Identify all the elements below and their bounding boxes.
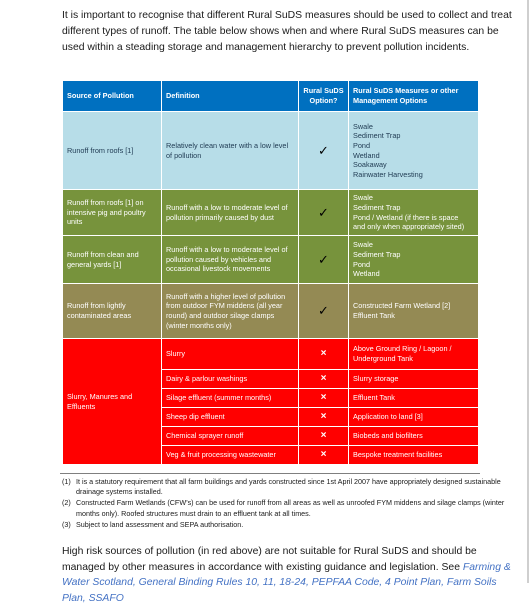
intro-text: It is important to recognise that different Rural SuDS measures should be used to collect and treat different types of runoff. The table below shows when and where Rural SuDS measures can be used within a steading storage and management hierarchy to prevent pollution incidents. xyxy=(62,10,512,53)
definition-cell: Runoff with a low to moderate level of pollution caused by vehicles and occasional livestock movements xyxy=(162,236,299,284)
definition-cell: Dairy & parlour washings xyxy=(162,370,299,389)
measures-cell xyxy=(349,236,479,284)
footnotes xyxy=(62,477,517,531)
measure-item: Pond / Wetland (if there is space xyxy=(353,212,459,222)
cross-mark: × xyxy=(299,370,349,389)
header-measures: Rural SuDS Measures or other Management Options xyxy=(349,81,479,112)
notes-divider xyxy=(60,473,480,474)
table-row xyxy=(63,190,479,236)
footnote-text: Constructed Farm Wetlands (CFW’s) can be used for runoff from all areas as well as unroofed FYM middens and silage clamps (winter months only). Roofed structures must drain to an effluent tank at all times. xyxy=(76,498,505,518)
footnote-text: It is a statutory requirement that all farm buildings and yards constructed since 1st April 2007 have appropriately designed sustainable drainage systems installed. xyxy=(76,477,501,497)
rural-suds-table xyxy=(62,80,479,465)
measures-cell xyxy=(349,284,479,339)
cross-mark: × xyxy=(299,446,349,465)
measure-item: Wetland xyxy=(353,269,380,279)
source-cell: Runoff from lightly contaminated areas xyxy=(63,284,162,339)
footnote xyxy=(62,520,517,530)
tick-mark: ✓ xyxy=(299,284,349,339)
source-cell: Runoff from roofs [1] xyxy=(63,112,162,190)
measure-item: Sediment Trap xyxy=(353,202,401,212)
measure-item: Rainwater Harvesting xyxy=(353,169,423,179)
cross-mark: × xyxy=(299,408,349,427)
measures-cell xyxy=(349,112,479,190)
footnote-number: (2) xyxy=(62,498,71,508)
measures-cell xyxy=(349,190,479,236)
table-row xyxy=(63,112,479,190)
measures-cell: Effluent Tank xyxy=(349,389,479,408)
header-option: Rural SuDS Option? xyxy=(299,81,349,112)
definition-cell: Slurry xyxy=(162,339,299,370)
definition-cell: Silage effluent (summer months) xyxy=(162,389,299,408)
footnote-number: (1) xyxy=(62,477,71,486)
cross-mark: × xyxy=(299,339,349,370)
measure-item: Sediment Trap xyxy=(353,249,401,259)
cross-mark: × xyxy=(299,389,349,408)
footnote-text: Subject to land assessment and SEPA authorisation. xyxy=(76,519,244,529)
measure-item: and only when appropriately sited) xyxy=(353,222,465,232)
measures-cell: Slurry storage xyxy=(349,370,479,389)
measure-item: Sediment Trap xyxy=(353,131,401,141)
guidance-references-link[interactable]: Farming & Water Scotland, General Binding Rules 10, 11, 18-24, PEPFAA Code, 4 Point Plan, Farm Soils Plan, SSAFO xyxy=(62,561,511,604)
footnote xyxy=(62,477,517,497)
measure-item: Soakaway xyxy=(353,160,387,170)
definition-cell: Veg & fruit processing wastewater xyxy=(162,446,299,465)
table-header-row xyxy=(63,81,479,112)
measures-cell: Biobeds and biofilters xyxy=(349,427,479,446)
definition-cell: Chemical sprayer runoff xyxy=(162,427,299,446)
definition-cell: Relatively clean water with a low level of pollution xyxy=(162,112,299,190)
measure-item: Effluent Tank xyxy=(353,311,395,320)
source-cell: Runoff from roofs [1] on intensive pig and poultry units xyxy=(63,190,162,236)
measure-item: Swale xyxy=(353,121,373,131)
intro-paragraph xyxy=(62,8,517,56)
definition-cell: Sheep dip effluent xyxy=(162,408,299,427)
definition-cell: Runoff with a higher level of pollution from outdoor FYM middens (all year round) and outdoor silage clamps (winter months only) xyxy=(162,284,299,339)
header-source: Source of Pollution xyxy=(63,81,162,112)
source-cell: Slurry, Manures and Effluents xyxy=(63,339,162,465)
table-row xyxy=(63,339,479,370)
footnote xyxy=(62,498,517,518)
closing-paragraph xyxy=(62,544,517,606)
measure-item: Swale xyxy=(353,240,373,250)
measure-item: Constructed Farm Wetland [2] xyxy=(353,301,451,311)
measure-item: Pond xyxy=(353,140,371,150)
tick-mark: ✓ xyxy=(299,190,349,236)
footnote-number: (3) xyxy=(62,519,71,529)
source-cell: Runoff from clean and general yards [1] xyxy=(63,236,162,284)
measures-cell: Application to land [3] xyxy=(349,408,479,427)
tick-mark: ✓ xyxy=(299,236,349,284)
measure-item: Wetland xyxy=(353,150,380,160)
definition-cell: Runoff with a low to moderate level of pollution primarily caused by dust xyxy=(162,190,299,236)
closing-text: High risk sources of pollution (in red above) are not suitable for Rural SuDS and should be managed by other measures in accordance with existing guidance and legislation. See xyxy=(62,546,477,573)
table-row xyxy=(63,236,479,284)
tick-mark: ✓ xyxy=(299,112,349,190)
measure-item: Swale xyxy=(353,193,373,203)
cross-mark: × xyxy=(299,427,349,446)
table-row xyxy=(63,284,479,339)
measures-cell: Above Ground Ring / Lagoon / Underground Tank xyxy=(349,339,479,370)
measure-item: Pond xyxy=(353,259,371,269)
measures-cell: Bespoke treatment facilities xyxy=(349,446,479,465)
header-definition: Definition xyxy=(162,81,299,112)
